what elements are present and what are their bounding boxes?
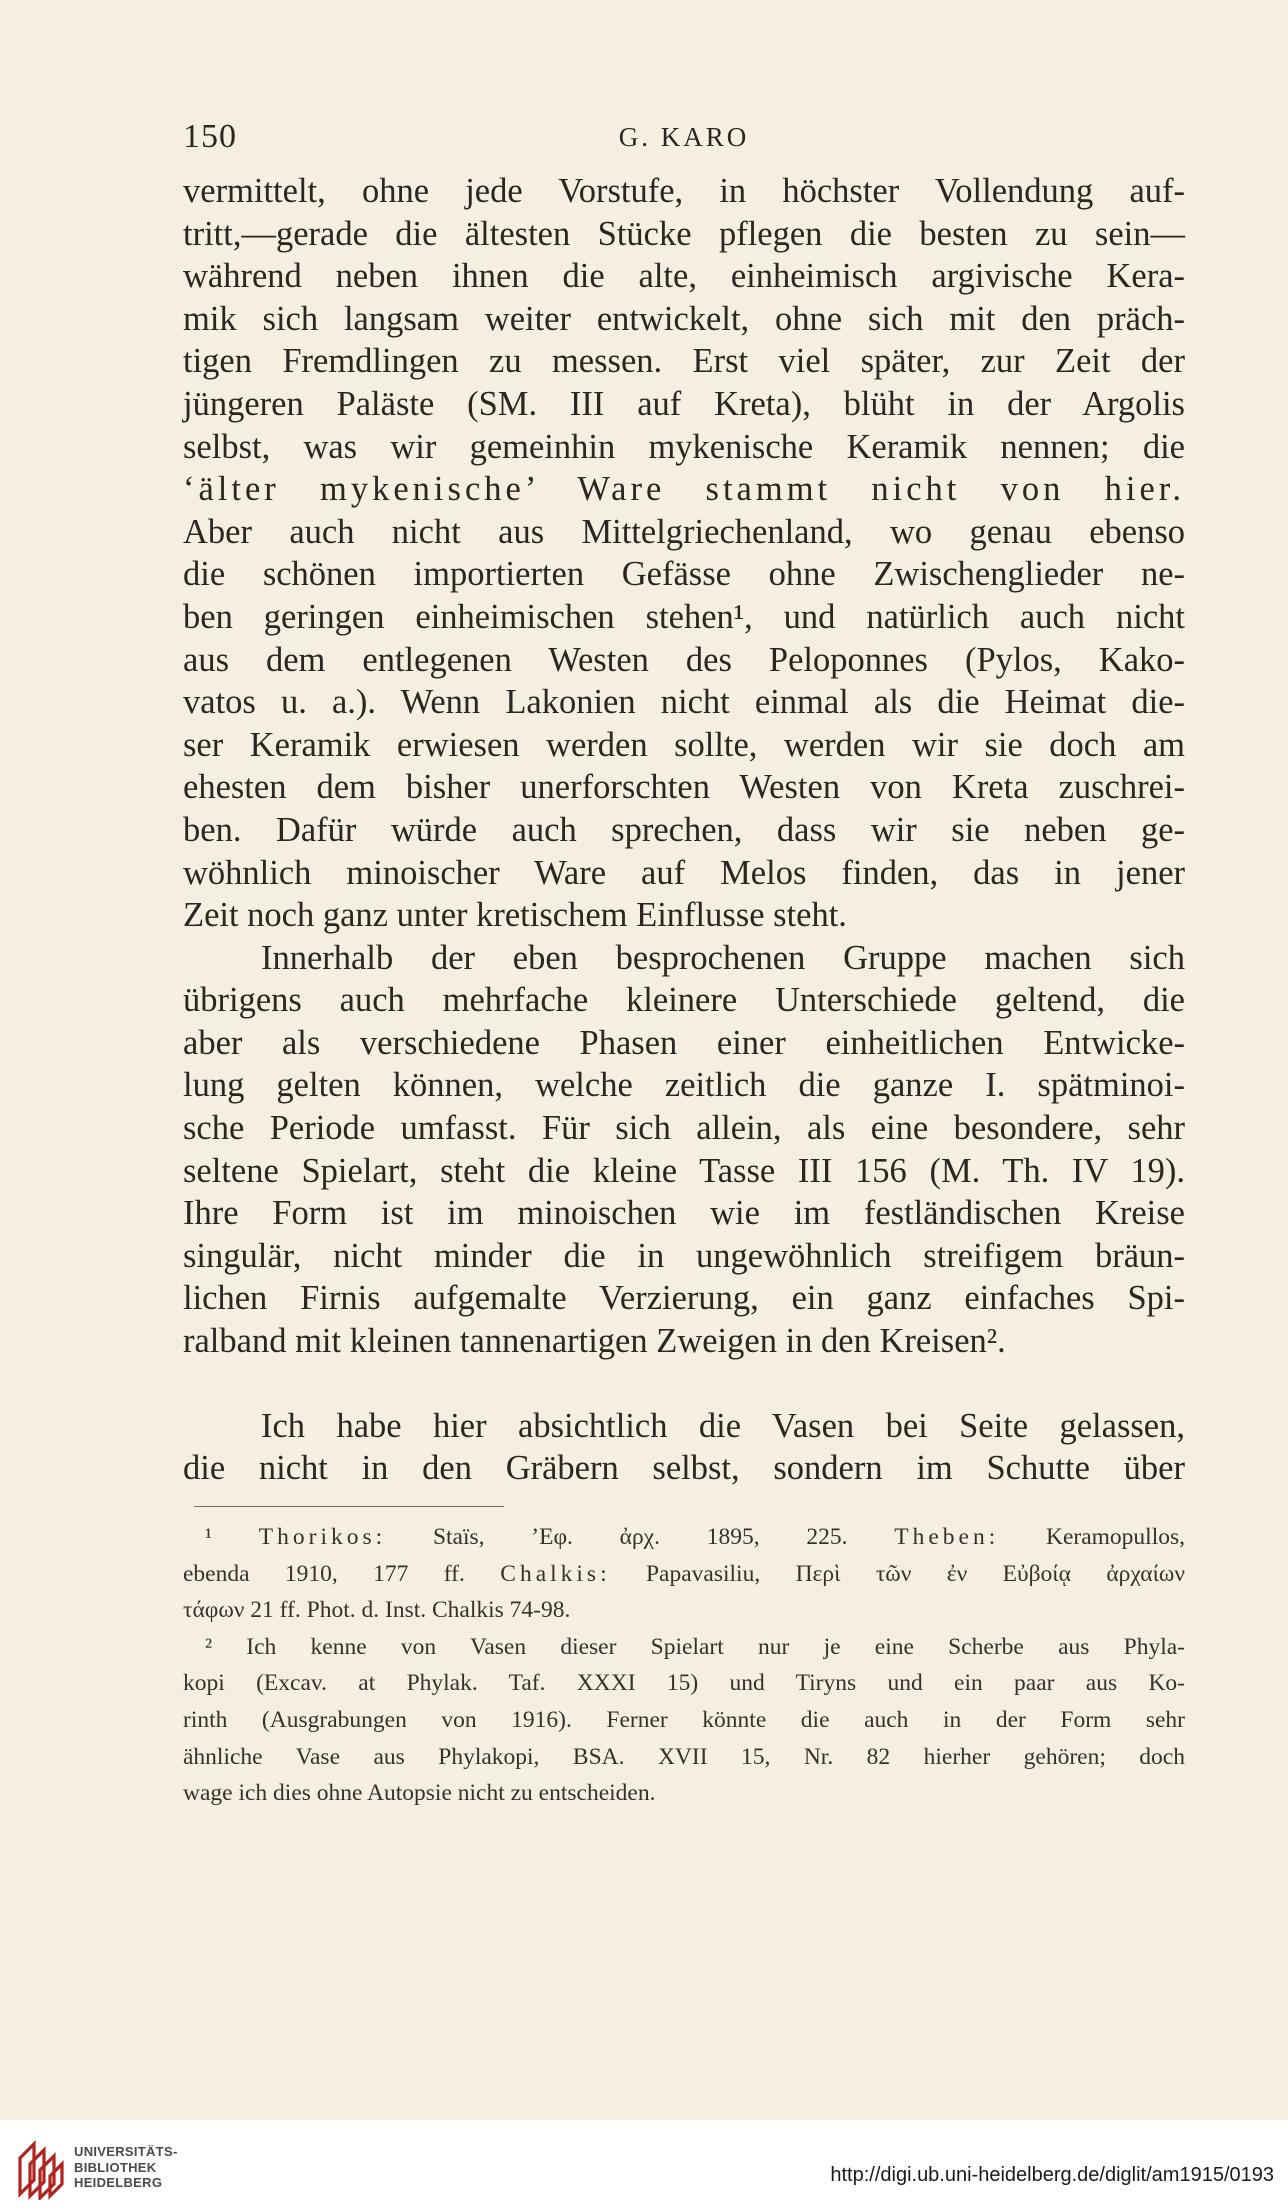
- footnote-line: ähnliche Vase aus Phylakopi, BSA. XVII 15, Nr. 82 hierher gehören; doch: [183, 1743, 1185, 1770]
- library-name: UNIVERSITÄTS- BIBLIOTHEK HEIDELBERG: [74, 2144, 178, 2190]
- body-line: ralband mit kleinen tannenartigen Zweigen in den Kreisen².: [183, 1322, 1006, 1361]
- body-line: ben. Dafür würde auch sprechen, dass wir sie neben ge-: [183, 810, 1185, 849]
- footnote-line: [183, 1519, 1185, 1556]
- body-line: Aber auch nicht aus Mittelgriechenland, wo genau ebenso: [183, 512, 1185, 551]
- viewer-footer: [0, 2120, 1288, 2210]
- body-line: vermittelt, ohne jede Vorstufe, in höchster Vollendung auf-: [183, 172, 1185, 210]
- body-line: aber als verschiedene Phasen einer einheitlichen Entwicke-: [183, 1023, 1185, 1062]
- body-line: singulär, nicht minder die in ungewöhnlich streifigem bräun-: [183, 1236, 1185, 1275]
- footnote-mark: ¹: [205, 1524, 213, 1550]
- body-line: übrigens auch mehrfache kleinere Unterschiede geltend, die: [183, 981, 1185, 1020]
- body-line: ser Keramik erwiesen werden sollte, werden wir sie doch am: [183, 725, 1185, 764]
- body-line: jüngeren Paläste (SM. III auf Kreta), blüht in der Argolis: [183, 384, 1185, 423]
- body-line: lung gelten können, welche zeitlich die ganze I. spätminoi-: [183, 1066, 1185, 1105]
- footnote-line: [183, 1556, 1185, 1593]
- body-line: lichen Firnis aufgemalte Verzierung, ein ganz einfaches Spi-: [183, 1279, 1185, 1318]
- body-line: Innerhalb der eben besprochenen Gruppe machen sich: [261, 938, 1185, 977]
- body-line: ben geringen einheimischen stehen¹, und natürlich auch nicht: [183, 597, 1185, 636]
- footnote-line: τάφων 21 ff. Phot. d. Inst. Chalkis 74-98.: [183, 1597, 571, 1624]
- body-line: tritt,—gerade die ältesten Stücke pflegen die besten zu sein—: [183, 214, 1185, 253]
- body-text: [183, 170, 1185, 1490]
- body-line: ‘älter mykenische’ Ware stammt nicht von hier.: [183, 470, 1185, 509]
- body-line: aus dem entlegenen Westen des Peloponnes (Pylos, Kako-: [183, 640, 1185, 679]
- body-line: ehesten dem bisher unerforschten Westen von Kreta zuschrei-: [183, 768, 1185, 807]
- body-line: die nicht in den Gräbern selbst, sondern im Schutte über: [183, 1449, 1185, 1488]
- footnote-ref: Staïs, ’Εφ. ἀρχ. 1895, 225.: [432, 1524, 848, 1550]
- page-number: 150: [183, 118, 237, 155]
- footnote-ref: Papavasiliu, Περὶ τῶν ἐν Εὐβοίᾳ ἀρχαίων: [645, 1560, 1185, 1587]
- body-line: tigen Fremdlingen zu messen. Erst viel später, zur Zeit der: [183, 342, 1185, 381]
- running-head: [183, 118, 1185, 158]
- body-line: sche Periode umfasst. Für sich allein, als eine besondere, sehr: [183, 1109, 1185, 1148]
- footnote-ref: ebenda 1910, 177 ff.: [183, 1560, 465, 1587]
- library-logo-svg: [14, 2138, 66, 2200]
- footnote-place: Chalkis:: [500, 1560, 611, 1587]
- footnote-line: wage ich dies ohne Autopsie nicht zu entscheiden.: [183, 1780, 656, 1807]
- footnote-place: Thorikos:: [258, 1524, 387, 1550]
- footnote-place: Theben:: [894, 1524, 1000, 1550]
- body-line: während neben ihnen die alte, einheimisch argivische Kera-: [183, 257, 1185, 296]
- body-line: die schönen importierten Gefässe ohne Zwischenglieder ne-: [183, 555, 1185, 594]
- running-title: G. KARO: [618, 122, 750, 152]
- body-line: seltene Spielart, steht die kleine Tasse III 156 (M. Th. IV 19).: [183, 1151, 1185, 1190]
- library-logo-icon: [14, 2138, 66, 2200]
- footnote-divider: [194, 1506, 504, 1507]
- footnote-ref: Keramopullos,: [1045, 1524, 1185, 1550]
- body-line: Ihre Form ist im minoischen wie im festländischen Kreise: [183, 1194, 1185, 1233]
- body-line: mik sich langsam weiter entwickelt, ohne sich mit den präch-: [183, 299, 1185, 338]
- body-line: Zeit noch ganz unter kretischem Einflusse steht.: [183, 896, 847, 935]
- body-line: vatos u. a.). Wenn Lakonien nicht einmal als die Heimat die-: [183, 683, 1185, 722]
- body-line: Ich habe hier absichtlich die Vasen bei Seite gelassen,: [261, 1406, 1185, 1445]
- footnotes: [183, 1519, 1185, 1812]
- footnote-line: kopi (Excav. at Phylak. Taf. XXXI 15) und Tiryns und ein paar aus Ko-: [183, 1670, 1185, 1697]
- body-line: selbst, was wir gemeinhin mykenische Keramik nennen; die: [183, 427, 1185, 466]
- body-line: wöhnlich minoischer Ware auf Melos finden, das in jener: [183, 853, 1185, 892]
- source-url-link[interactable]: http://digi.ub.uni-heidelberg.de/diglit/am1915/0193: [830, 2164, 1274, 2186]
- footnote-line: ² Ich kenne von Vasen dieser Spielart nur je eine Scherbe aus Phyla-: [205, 1633, 1185, 1660]
- footnote-line: rinth (Ausgrabungen von 1916). Ferner könnte die auch in der Form sehr: [183, 1706, 1185, 1733]
